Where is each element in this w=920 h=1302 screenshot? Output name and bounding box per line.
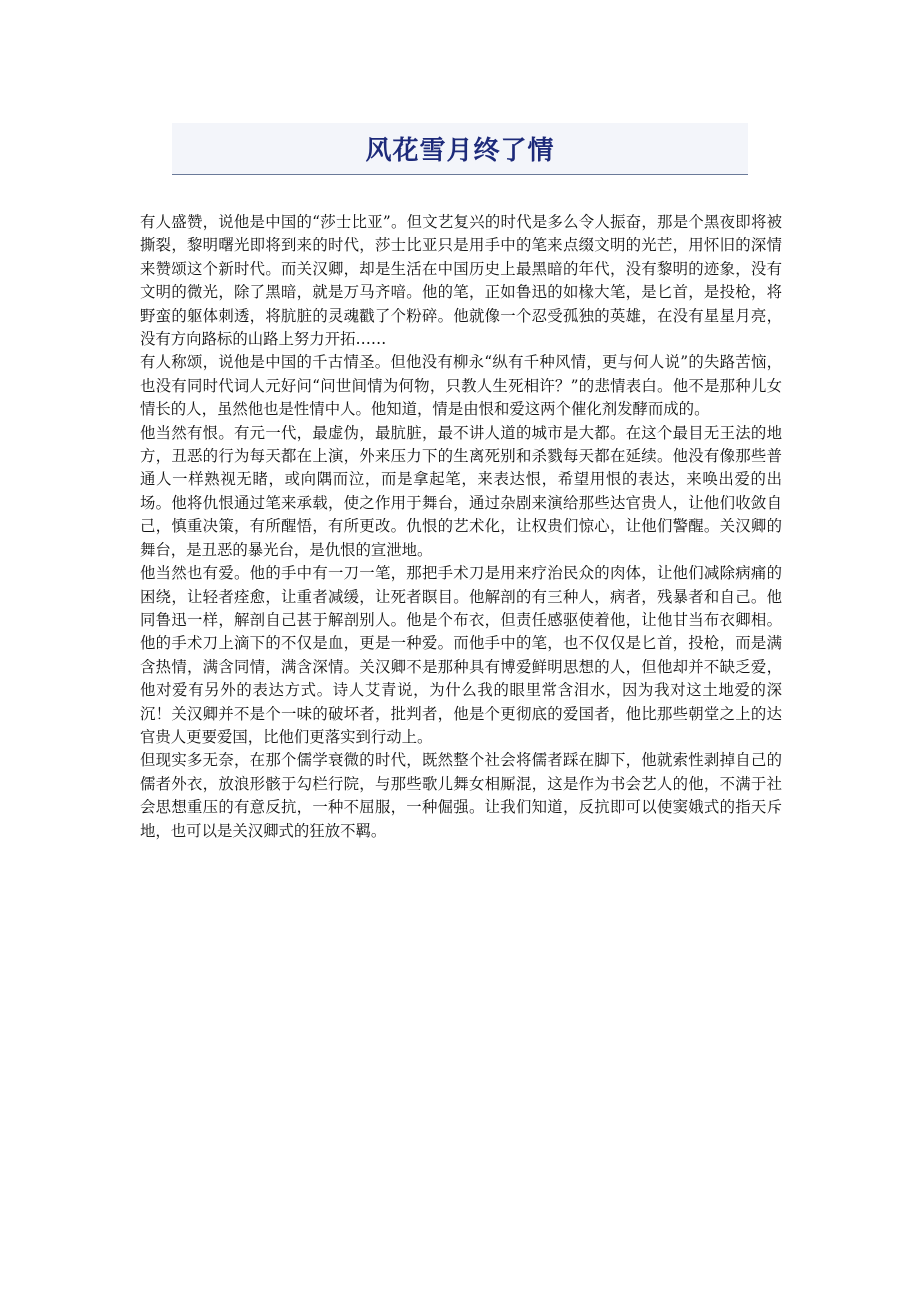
title-banner xyxy=(172,123,748,175)
document-title: 风花雪月终了情 xyxy=(365,136,555,166)
document-body xyxy=(140,211,782,843)
paragraph-4: 他当然也有爱。他的手中有一刀一笔，那把手术刀是用来疗治民众的肉体，让他们减除病痛的困绕，让轻者痊愈，让重者减缓，让死者瞑目。他解剖的有三种人，病者，残暴者和自己。他同鲁迅一样，解剖自己甚于解剖别人。他是个布衣，但责任感驱使着他，让他甘当布衣卿相。他的手术刀上滴下的不仅是血，更是一种爱。而他手中的笔，也不仅仅是匕首，投枪，而是满含热情，满含同情，满含深情。关汉卿不是那种具有博爱鲜明思想的人，但他却并不缺乏爱，他对爱有另外的表达方式。诗人艾青说，为什么我的眼里常含泪水，因为我对这土地爱的深沉！关汉卿并不是个一味的破坏者，批判者，他是个更彻底的爱国者，他比那些朝堂之上的达官贵人更要爱国，比他们更落实到行动上。 xyxy=(140,564,782,746)
paragraph-1: 有人盛赞，说他是中国的“莎士比亚”。但文艺复兴的时代是多么令人振奋，那是个黑夜即将被撕裂，黎明曙光即将到来的时代，莎士比亚只是用手中的笔来点缀文明的光芒，用怀旧的深情来赞颂这个新时代。而关汉卿，却是生活在中国历史上最黑暗的年代，没有黎明的迹象，没有文明的微光，除了黑暗，就是万马齐喑。他的笔，正如鲁迅的如椽大笔，是匕首，是投枪，将野蛮的躯体刺透，将肮脏的灵魂戳了个粉碎。他就像一个忍受孤独的英雄，在没有星星月亮，没有方向路标的山路上努力开拓…… xyxy=(140,213,782,349)
paragraph-2: 有人称颂，说他是中国的千古情圣。但他没有柳永“纵有千种风情，更与何人说”的失路苦恼，也没有同时代词人元好问“问世间情为何物，只教人生死相许？”的悲情表白。他不是那种儿女情长的人，虽然他也是性情中人。他知道，情是由恨和爱这两个催化剂发酵而成的。 xyxy=(140,353,782,419)
paragraph-3: 他当然有恨。有元一代，最虚伪，最肮脏，最不讲人道的城市是大都。在这个最目无王法的地方，丑恶的行为每天都在上演，外来压力下的生离死别和杀戮每天都在延续。他没有像那些普通人一样熟视无睹，或向隅而泣，而是拿起笔，来表达恨，希望用恨的表达，来唤出爱的出场。他将仇恨通过笔来承载，使之作用于舞台，通过杂剧来演给那些达官贵人，让他们收敛自己，慎重决策，有所醒悟，有所更改。仇恨的艺术化，让权贵们惊心，让他们警醒。关汉卿的舞台，是丑恶的暴光台，是仇恨的宣泄地。 xyxy=(140,423,782,559)
paragraph-5: 但现实多无奈，在那个儒学衰微的时代，既然整个社会将儒者踩在脚下，他就索性剥掉自己的儒者外衣，放浪形骸于勾栏行院，与那些歌儿舞女相厮混，这是作为书会艺人的他，不满于社会思想重压的有意反抗，一种不屈服，一种倔强。让我们知道，反抗即可以使窦娥式的指天斥地，也可以是关汉卿式的狂放不羁。 xyxy=(140,751,782,840)
